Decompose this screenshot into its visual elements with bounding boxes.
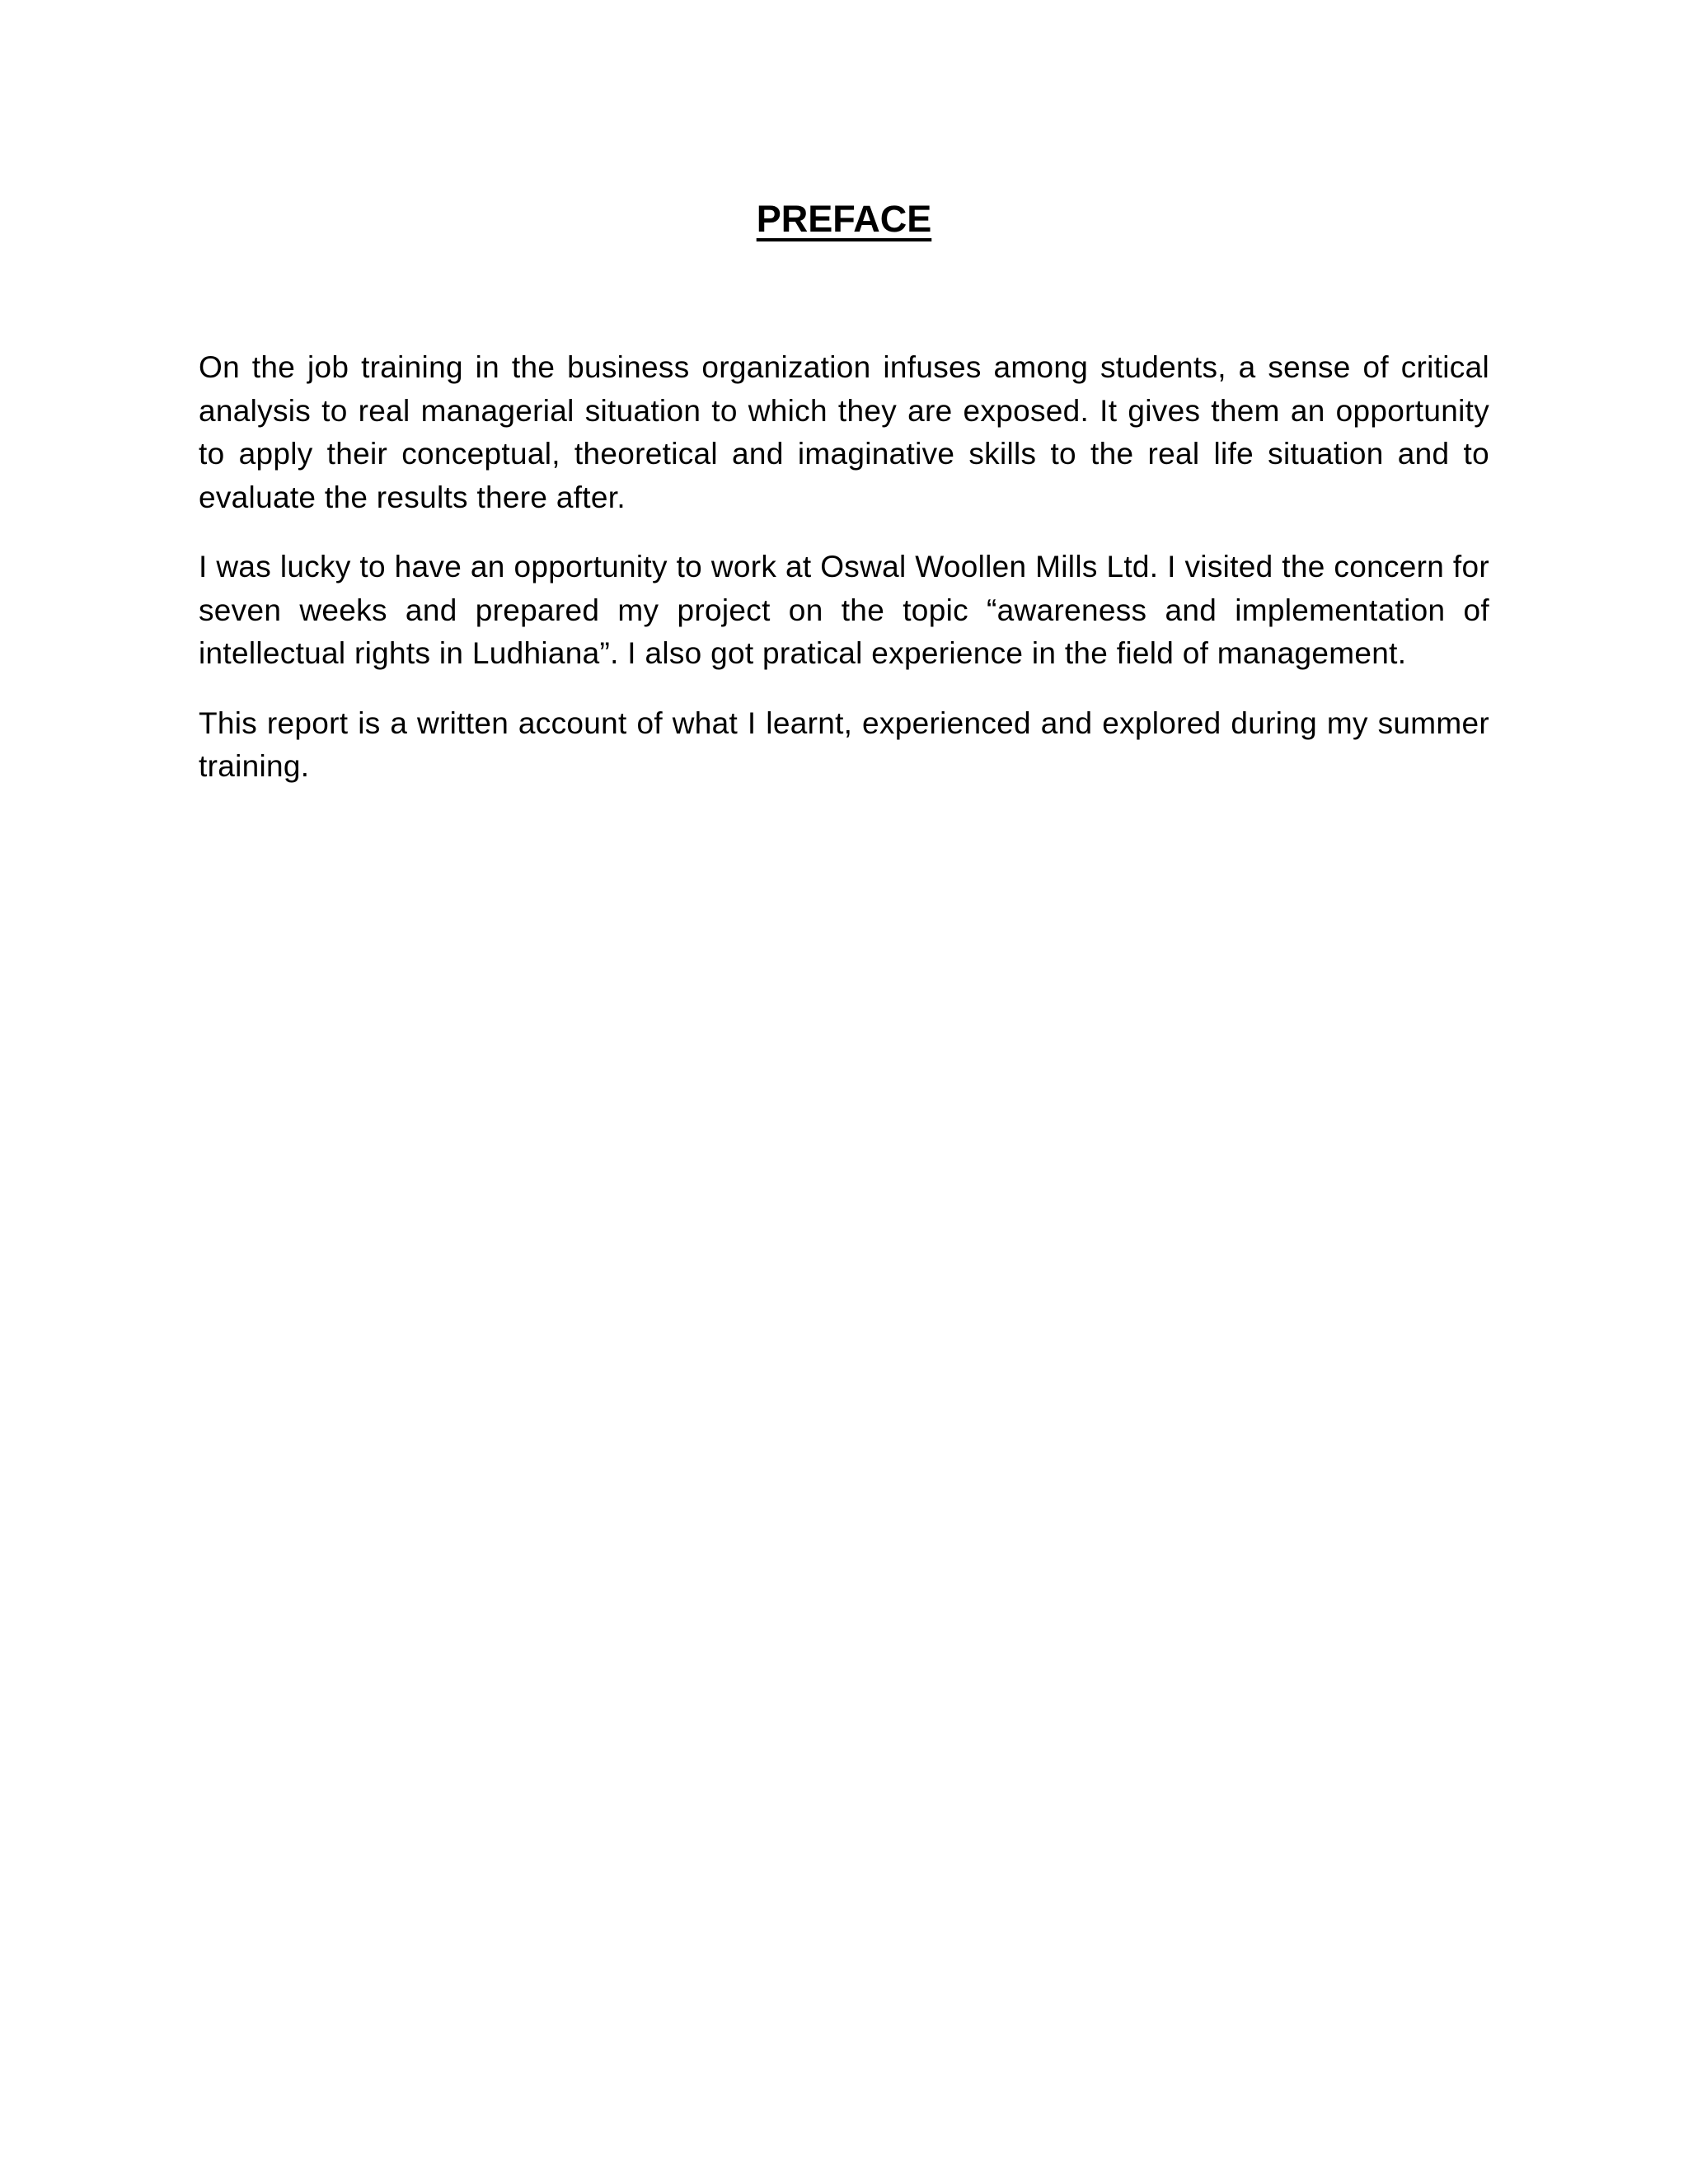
paragraph-1: On the job training in the business organization infuses among students, a sense of critical analysis to real managerial situation to which they are exposed. It gives them an opportunity to apply their conceptual, theoretical and imaginative skills to the real life situation and to evaluate the results there after. (199, 350, 1489, 514)
preface-body (199, 346, 1489, 815)
paragraph-3: This report is a written account of what I learnt, experienced and explored during my summer training. (199, 705, 1489, 783)
page-title-text: PREFACE (756, 198, 932, 240)
page-title (0, 194, 1688, 244)
paragraph-2: I was lucky to have an opportunity to work at Oswal Woollen Mills Ltd. I visited the concern for seven weeks and prepared my project on the topic “awareness and implementation of intellectual rights in Ludhiana”. I also got pratical experience in the field of management. (199, 550, 1489, 670)
